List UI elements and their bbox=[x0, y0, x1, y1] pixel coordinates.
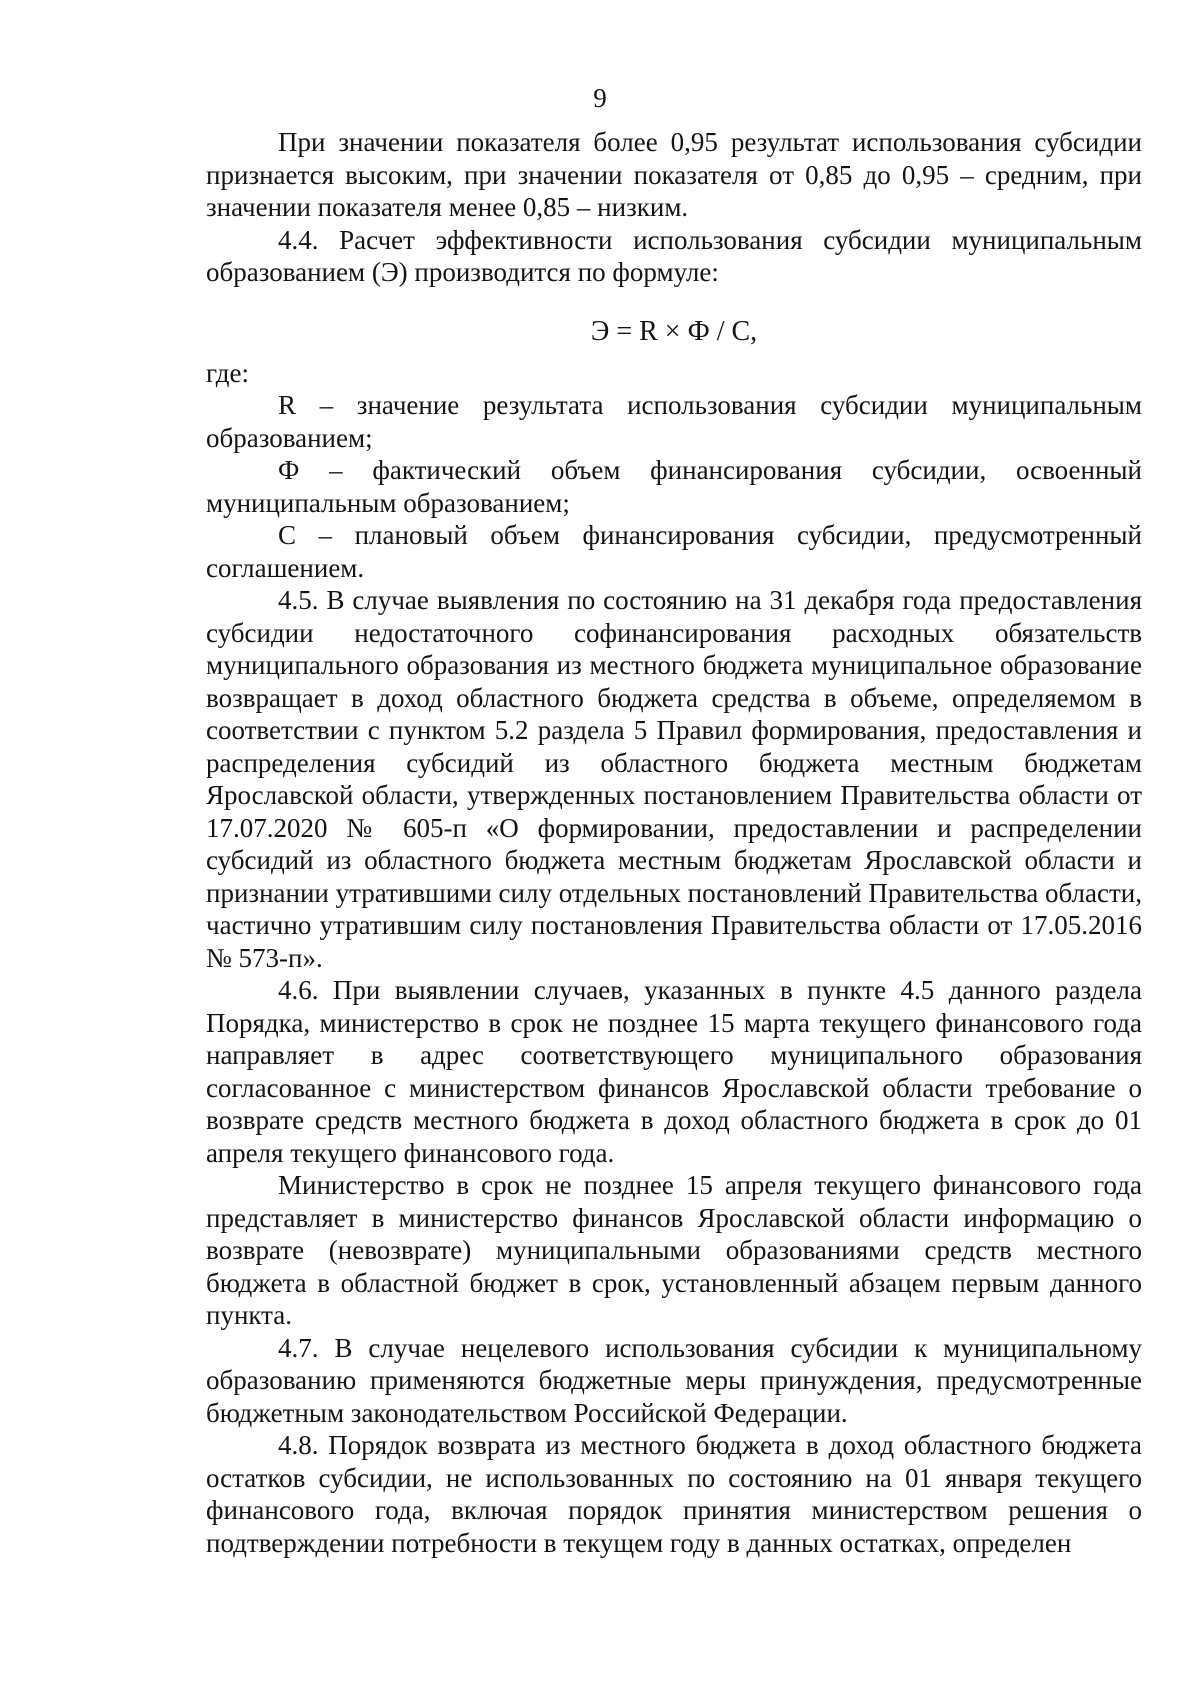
definition-c: С – плановый объем финансирования субсидии, предусмотренный соглашением. bbox=[206, 520, 1142, 583]
paragraph-4-7: 4.7. В случае нецелевого использования субсидии к муниципальному образованию применяются бюджетные меры принуждения, предусмотренные бюджетным законодательством Российской Федерации. bbox=[206, 1332, 1142, 1428]
paragraph-4-6: 4.6. При выявлении случаев, указанных в пункте 4.5 данного раздела Порядка, министерство в срок не позднее 15 марта текущего финансового года направляет в адрес соответствующего муниципального образования согласованное с министерством финансов Ярославской области требование о возврате средств местного бюджета в доход областного бюджета в срок до 01 апреля текущего финансового года. bbox=[206, 975, 1142, 1168]
paragraph-4-8: 4.8. Порядок возврата из местного бюджета в доход областного бюджета остатков субсидии, не использованных по состоянию на 01 января текущего финансового года, включая порядок принятия министерством решения о подтверждении потребности в текущем году в данных остатках, определен bbox=[206, 1430, 1142, 1558]
where-label: где: bbox=[206, 357, 249, 388]
paragraph-4-5: 4.5. В случае выявления по состоянию на 31 декабря года предоставления субсидии недостаточного софинансирования расходных обязательств муниципального образования из местного бюджета муниципальное образование возвращает в доход областного бюджета средства в объеме, определяемом в соответствии с пунктом 5.2 раздела 5 Правил формирования, предоставления и распределения субсидий из областного бюджета местным бюджетам Ярославской области, утвержденных постановлением Правительства области от 17.07.2020 № 605-п «О формировании, предоставлении и распределении субсидий из областного бюджета местным бюджетам Ярославской области и признании утратившими силу отдельных постановлений Правительства области, частично утратившим силу постановления Правительства области от 17.05.2016 № 573-п». bbox=[206, 585, 1142, 973]
definition-f: Ф – фактический объем финансирования субсидии, освоенный муниципальным образованием; bbox=[206, 455, 1142, 518]
efficiency-formula: Э = R × Ф / С, bbox=[590, 315, 758, 347]
page-number: 9 bbox=[593, 83, 607, 113]
paragraph-4-4: 4.4. Расчет эффективности использования субсидии муниципальным образованием (Э) производится по формуле: bbox=[206, 224, 1142, 287]
paragraph-ministry-info: Министерство в срок не позднее 15 апреля текущего финансового года представляет в министерство финансов Ярославской области информацию о возврате (невозврате) муниципальными образованиями средств местного бюджета в областной бюджет в срок, установленный абзацем первым данного пункта. bbox=[206, 1170, 1142, 1330]
definition-r: R – значение результата использования субсидии муниципальным образованием; bbox=[206, 390, 1142, 453]
paragraph-result-evaluation: При значении показателя более 0,95 результат использования субсидии признается высоким, при значении показателя от 0,85 до 0,95 – средним, при значении показателя менее 0,85 – низким. bbox=[206, 127, 1142, 222]
document-body bbox=[206, 126, 1142, 1559]
